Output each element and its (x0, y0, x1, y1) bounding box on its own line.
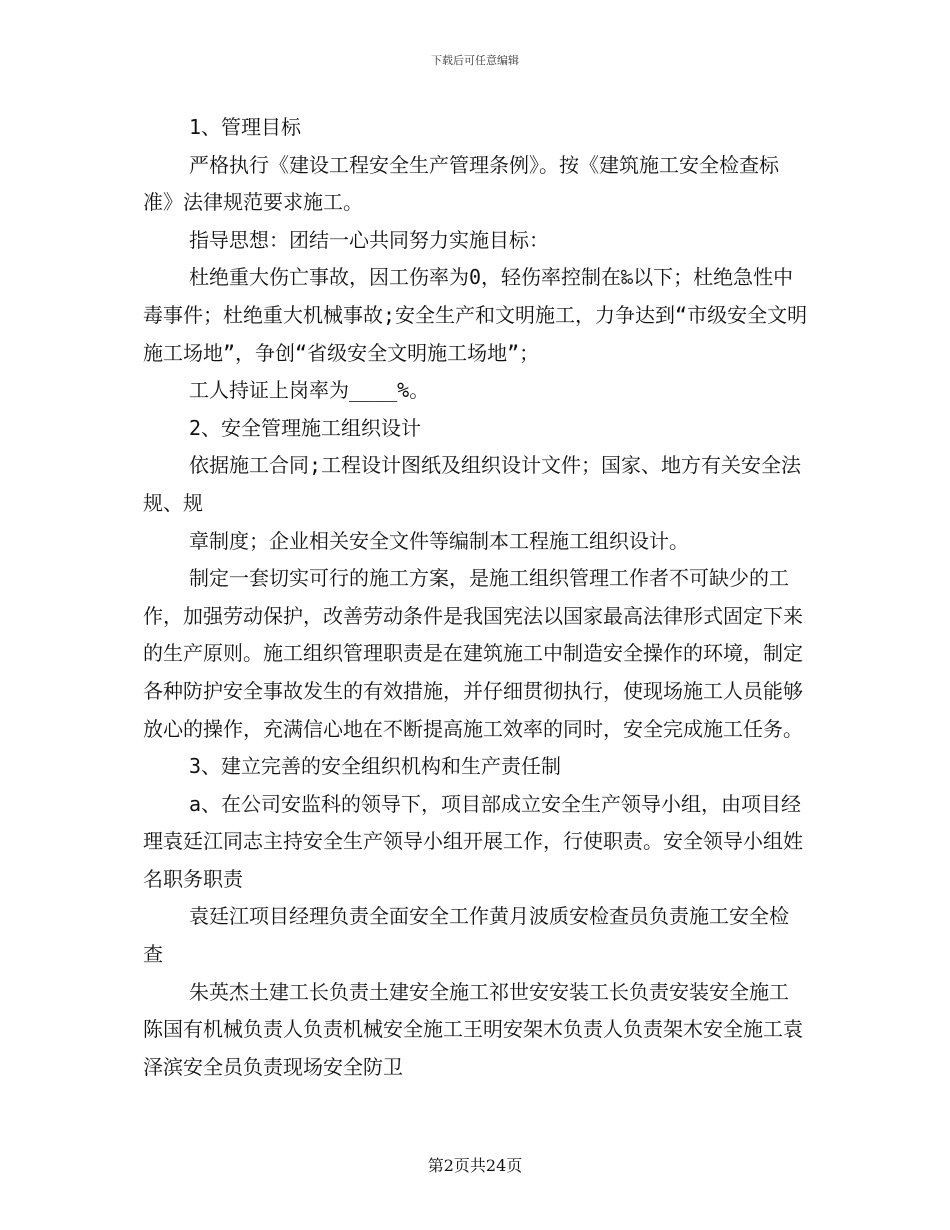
paragraph: 袁廷江项目经理负责全面安全工作黄月波质安检查员负责施工安全检查 (143, 904, 789, 967)
paragraph: 章制度；企业相关安全文件等编制本工程施工组织设计。 (189, 528, 689, 553)
paragraph: 指导思想：团结一心共同努力实施目标： (189, 227, 549, 252)
section-heading-responsibility-system: 3、建立完善的安全组织机构和生产责任制 (189, 754, 562, 779)
paragraph: 朱英杰土建工长负责土建安全施工祁世安安装工长负责安装安全施工陈国有机械负责人负责机械安全施工王明安架木负责人负责架木安全施工袁泽滨安全员负责现场安全防卫 (143, 979, 803, 1079)
section-heading-organization-design: 2、安全管理施工组织设计 (189, 415, 422, 440)
document-body (143, 109, 808, 1086)
section-heading-management-goals: 1、管理目标 (189, 115, 302, 139)
page-footer: 第2页共24页 (427, 1156, 523, 1175)
paragraph: 严格执行《建设工程安全生产管理条例》。按《建筑施工安全检查标准》法律规范要求施工。 (143, 152, 779, 215)
paragraph: 依据施工合同;工程设计图纸及组织设计文件；国家、地方有关安全法规、规 (143, 453, 802, 515)
paragraph: 工人持证上岗率为____%。 (189, 378, 430, 403)
paragraph: 杜绝重大伤亡事故，因工伤率为0，轻伤率控制在‰以下；杜绝急性中毒事件；杜绝重大机械事故;安全生产和文明施工，力争达到“市级安全文明施工场地”，争创“省级安全文明施工场地”； (143, 265, 808, 365)
page-header: 下载后可任意编辑 (431, 54, 519, 67)
paragraph: 制定一套切实可行的施工方案，是施工组织管理工作者不可缺少的工作，加强劳动保护，改善劳动条件是我国宪法以国家最高法律形式固定下来的生产原则。施工组织管理职责是在建筑施工中制造安全操作的环境，制定各种防护安全事故发生的有效措施，并仔细贯彻执行，使现场施工人员能够放心的操作，充满信心地在不断提高施工效率的同时，安全完成施工任务。 (143, 566, 803, 741)
paragraph: a、在公司安监科的领导下，项目部成立安全生产领导小组，由项目经理袁廷江同志主持安全生产领导小组开展工作，行使职责。安全领导小组姓名职务职责 (143, 791, 803, 891)
